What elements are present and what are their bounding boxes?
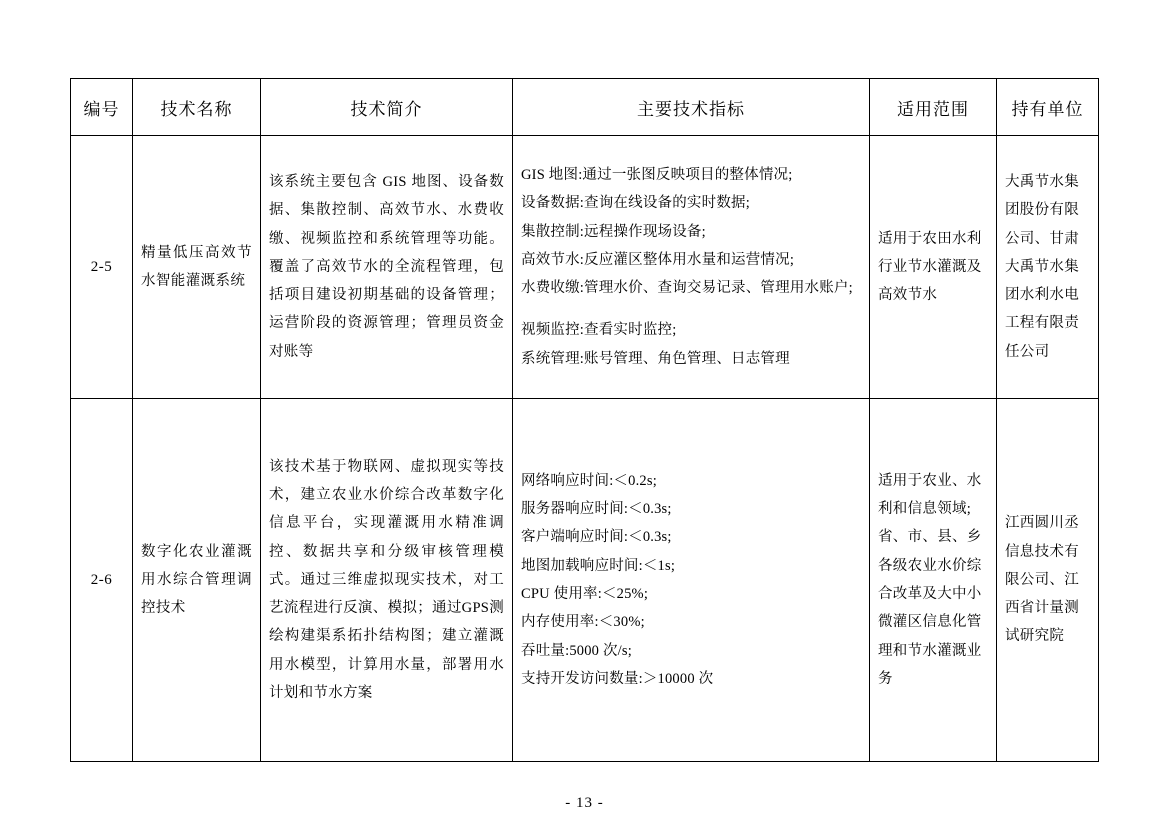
spec-line: 集散控制:远程操作现场设备; xyxy=(521,223,706,240)
column-header-spec: 主要技术指标 xyxy=(513,79,870,136)
column-header-holder: 持有单位 xyxy=(997,79,1099,136)
spec-line: GIS 地图:通过一张图反映项目的整体情况; xyxy=(521,167,793,184)
technology-catalog-table xyxy=(70,78,1099,762)
cell-no: 2-6 xyxy=(71,399,133,762)
cell-holder: 大禹节水集团股份有限公司、甘肃大禹节水集团水利水电工程有限责任公司 xyxy=(997,136,1099,399)
spec-line: 高效节水:反应灌区整体用水量和运营情况; xyxy=(521,251,795,268)
spec-line: 内存使用率:＜30%; xyxy=(521,614,645,631)
spec-line: 支持开发访问数量:＞10000 次 xyxy=(521,670,714,687)
column-header-brief: 技术简介 xyxy=(261,79,513,136)
spec-line: 客户端响应时间:＜0.3s; xyxy=(521,529,672,546)
cell-scope: 适用于农业、水利和信息领域;省、市、县、乡各级农业水价综合改革及大中小微灌区信息化管理和节水灌溉业务 xyxy=(870,399,997,762)
spec-line: 系统管理:账号管理、角色管理、日志管理 xyxy=(521,350,790,367)
column-header-no: 编号 xyxy=(71,79,133,136)
cell-name: 精量低压高效节水智能灌溉系统 xyxy=(133,136,261,399)
spec-line: 地图加载响应时间:＜1s; xyxy=(521,557,676,574)
cell-holder: 江西圆川丞信息技术有限公司、江西省计量测试研究院 xyxy=(997,399,1099,762)
cell-brief: 该技术基于物联网、虚拟现实等技术，建立农业水价综合改革数字化信息平台，实现灌溉用水精准调控、数据共享和分级审核管理模式。通过三维虚拟现实技术，对工艺流程进行反演、模拟；通过GPS测绘构建渠系拓扑结构图；建立灌溉用水模型，计算用水量，部署用水计划和节水方案 xyxy=(261,399,513,762)
table-row xyxy=(71,136,1099,399)
spec-line: 设备数据:查询在线设备的实时数据; xyxy=(521,195,750,212)
spec-spacer xyxy=(521,302,861,316)
spec-line: 吞吐量:5000 次/s; xyxy=(521,642,632,659)
cell-spec xyxy=(513,399,870,762)
page-number: - 13 - xyxy=(565,795,604,811)
spec-line: 网络响应时间:＜0.2s; xyxy=(521,472,657,489)
cell-no: 2-5 xyxy=(71,136,133,399)
table-row xyxy=(71,399,1099,762)
table-header-row xyxy=(71,79,1099,136)
cell-scope: 适用于农田水利行业节水灌溉及高效节水 xyxy=(870,136,997,399)
spec-line: 水费收缴:管理水价、查询交易记录、管理用水账户; xyxy=(521,280,853,297)
spec-line: 服务器响应时间:＜0.3s; xyxy=(521,501,672,518)
cell-brief: 该系统主要包含 GIS 地图、设备数据、集散控制、高效节水、水费收缴、视频监控和系统管理等功能。覆盖了高效节水的全流程管理，包括项目建设初期基础的设备管理；运营阶段的资源管理；管理员资金对账等 xyxy=(261,136,513,399)
column-header-name: 技术名称 xyxy=(133,79,261,136)
cell-spec xyxy=(513,136,870,399)
cell-name: 数字化农业灌溉用水综合管理调控技术 xyxy=(133,399,261,762)
spec-line: CPU 使用率:＜25%; xyxy=(521,586,649,602)
spec-line: 视频监控:查看实时监控; xyxy=(521,322,677,339)
column-header-scope: 适用范围 xyxy=(870,79,997,136)
